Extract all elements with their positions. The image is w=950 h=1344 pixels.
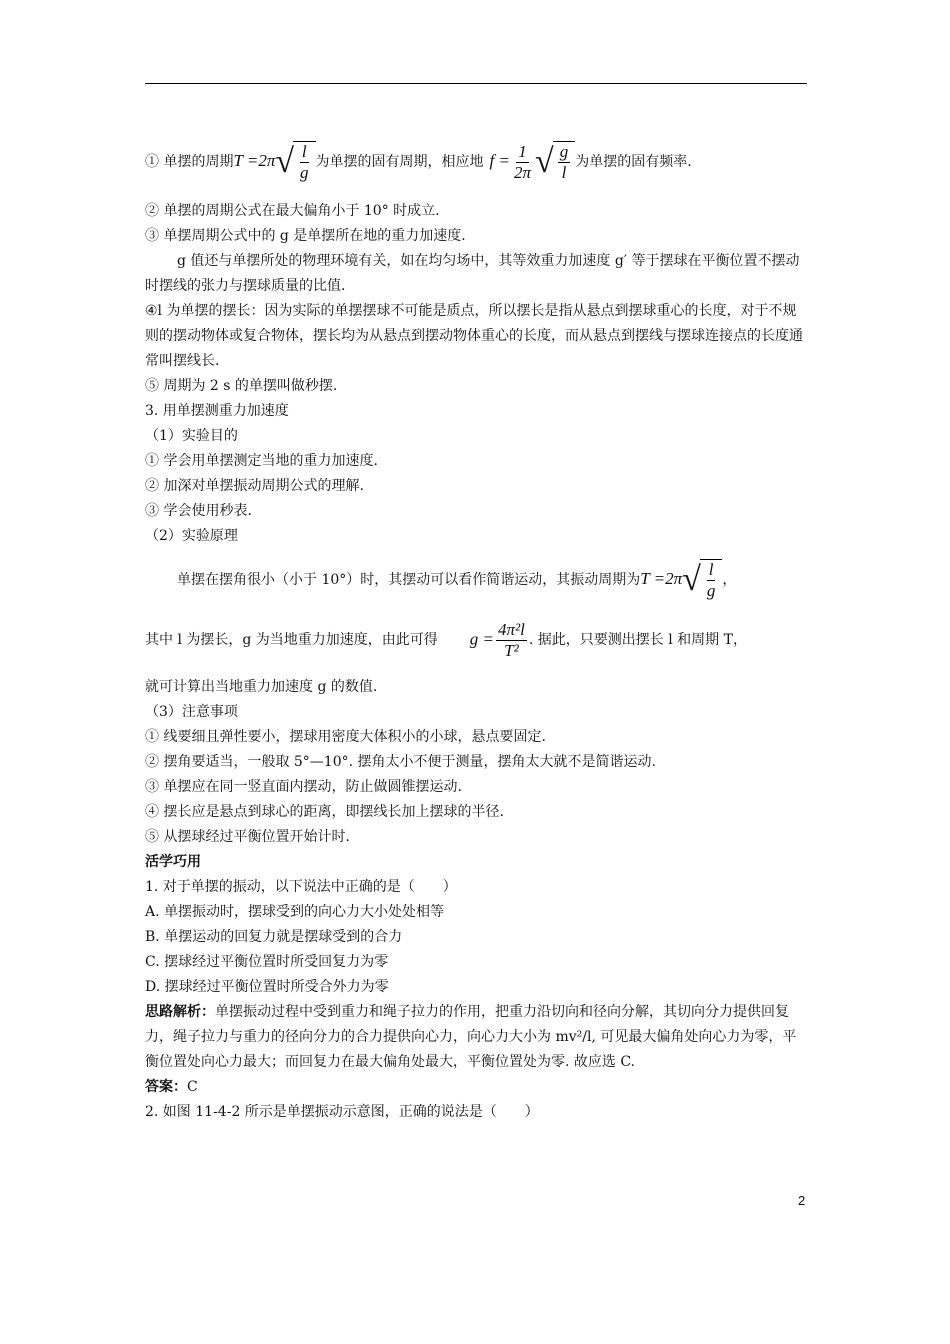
- answer-label: 答案：: [145, 1079, 187, 1095]
- paragraph: ④ 摆长应是悬点到球心的距离，即摆线长加上摆球的半径.: [145, 804, 504, 820]
- question: 2. 如图 11-4-2 所示是单摆振动示意图，正确的说法是（ ）: [145, 1104, 539, 1120]
- gravity-formula: g = $\frac{\text{4π²l}}{\text{T²}}$: [469, 619, 525, 660]
- analysis: [145, 1000, 807, 1075]
- paragraph: ⑤ 周期为 2 s 的单摆叫做秒摆.: [145, 378, 338, 394]
- analysis-label: 思路解析：: [145, 1004, 215, 1020]
- paragraph: ④l 为单摆的摆长：因为实际的单摆摆球不可能是质点，所以摆长是指从悬点到摆球重心的长度，对于不规则的摆动物体或复合物体，摆长均为从悬点到摆动物体重心的长度，而从悬点到摆线与摆球连接点的长度通常叫摆线长.: [145, 303, 803, 369]
- option-b: B. 单摆运动的回复力就是摆球受到的合力: [145, 929, 403, 945]
- paragraph: ① 学会用单摆测定当地的重力加速度.: [145, 453, 378, 469]
- analysis-text: 单摆振动过程中受到重力和绳子拉力的作用，把重力沿切向和径向分解，其切向分力提供回复力，绳子拉力与重力的径向分力的合力提供向心力，向心力大小为 mv²/l, 可见最大偏角处向心力为零，平衡位置处向心力最大；而回复力在最大偏角处最大，平衡位置处为零. 故应选 C.: [145, 1004, 797, 1070]
- text: 为单摆的固有频率.: [575, 153, 692, 170]
- section-title: 活学巧用: [145, 854, 201, 870]
- paragraph: ② 摆角要适当，一般取 5°—10°. 摆角太小不便于测量，摆角太大就不是简谐运动.: [145, 754, 656, 770]
- text: . 据此，只要测出摆长 l 和周期 T，: [528, 631, 747, 648]
- paragraph: ② 加深对单摆振动周期公式的理解.: [145, 478, 364, 494]
- paragraph: ① 线要细且弹性要小，摆球用密度大体积小的小球，悬点要固定.: [145, 729, 546, 745]
- text: 其中 l 为摆长，g 为当地重力加速度，由此可得: [145, 631, 438, 648]
- page-number: 2: [798, 1193, 806, 1208]
- paragraph: 就可计算出当地重力加速度 g 的数值.: [145, 679, 378, 695]
- heading: （1）实验目的: [145, 428, 238, 444]
- heading: （3）注意事项: [145, 704, 238, 720]
- paragraph: g 值还与单摆所处的物理环境有关，如在均匀场中，其等效重力加速度 g′ 等于摆球在平衡位置不摆动时摆线的张力与摆球质量的比值.: [145, 253, 800, 294]
- header-rule: [145, 83, 807, 84]
- option-d: D. 摆球经过平衡位置时所受合外力为零: [145, 979, 389, 995]
- text: ① 单摆的周期: [145, 153, 234, 170]
- document-body: [145, 133, 807, 1125]
- paragraph: ② 单摆的周期公式在最大偏角小于 10° 时成立.: [145, 203, 440, 219]
- option-a: A. 单摆振动时，摆球受到的向心力大小处处相等: [145, 904, 445, 920]
- period-formula-line: [145, 133, 807, 191]
- gravity-formula-line: [145, 611, 807, 669]
- paragraph: ③ 单摆周期公式中的 g 是单摆所在地的重力加速度.: [145, 228, 466, 244]
- heading: 3. 用单摆测重力加速度: [145, 403, 289, 419]
- frequency-formula: f = $\frac{1}{2\pi}$ √ $\frac{g}{l}$: [490, 141, 576, 183]
- period-formula: T =2π √ $\frac{l}{g}$: [233, 141, 315, 183]
- answer-value: C: [187, 1079, 198, 1095]
- text: 单摆在摆角很小（小于 10°）时，其摆动可以看作简谐运动，其振动周期为: [177, 571, 641, 588]
- heading: （2）实验原理: [145, 528, 238, 544]
- text: 为单摆的固有周期，相应地: [315, 153, 484, 170]
- paragraph: ③ 学会使用秒表.: [145, 503, 252, 519]
- question: 1. 对于单摆的振动，以下说法中正确的是（ ）: [145, 879, 457, 895]
- paragraph: ③ 单摆应在同一竖直面内摆动，防止做圆锥摆运动.: [145, 779, 462, 795]
- principle-line: [145, 549, 807, 611]
- text: ，: [722, 571, 737, 588]
- paragraph: ⑤ 从摆球经过平衡位置开始计时.: [145, 829, 350, 845]
- option-c: C. 摆球经过平衡位置时所受回复力为零: [145, 954, 389, 970]
- answer: [145, 1075, 807, 1100]
- period-formula: T =2π √ $\frac{l}{g}$: [640, 559, 722, 601]
